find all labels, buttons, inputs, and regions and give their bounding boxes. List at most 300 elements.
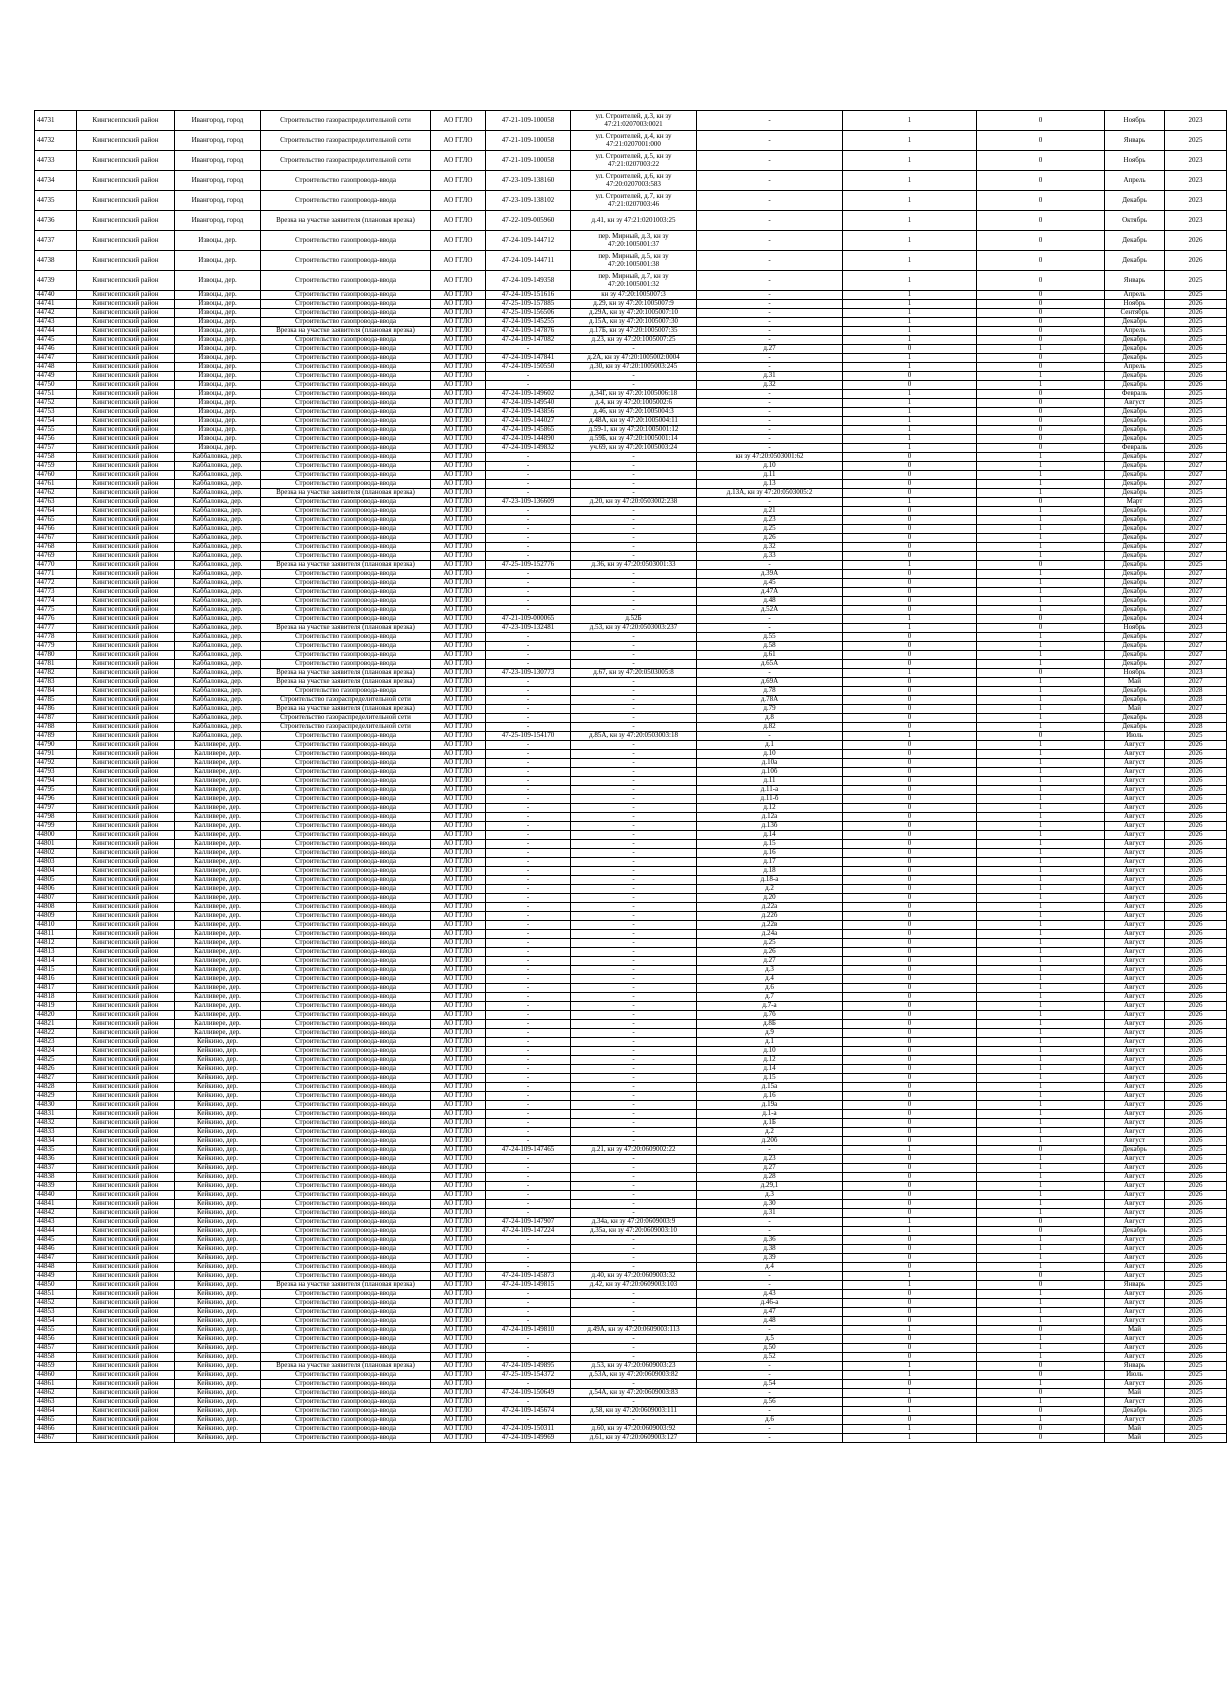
planned-count-cell: 1 — [977, 1110, 1105, 1119]
year-cell: 2026 — [1165, 768, 1227, 777]
existing-count-cell: 0 — [843, 570, 977, 579]
planned-count-cell: 0 — [977, 561, 1105, 570]
district-cell: Кингисеппский район — [77, 131, 175, 151]
year-cell: 2026 — [1165, 444, 1227, 453]
application-number-cell: 47-21-109-000065 — [486, 615, 571, 624]
table-row — [35, 534, 1227, 543]
planned-count-cell: 0 — [977, 426, 1105, 435]
planned-address-cell: - — [697, 291, 843, 300]
organization-cell: АО ГГЛО — [431, 1308, 486, 1317]
table-row — [35, 795, 1227, 804]
month-cell: Август — [1105, 1092, 1165, 1101]
organization-cell: АО ГГЛО — [431, 525, 486, 534]
table-row — [35, 840, 1227, 849]
month-cell: Декабрь — [1105, 552, 1165, 561]
month-cell: Декабрь — [1105, 354, 1165, 363]
existing-count-cell: 0 — [843, 1137, 977, 1146]
district-cell: Кингисеппский район — [77, 1434, 175, 1443]
year-cell: 2027 — [1165, 480, 1227, 489]
planned-count-cell: 1 — [977, 1101, 1105, 1110]
application-number-cell: - — [486, 1020, 571, 1029]
record-id-cell: 44844 — [35, 1227, 77, 1236]
settlement-cell: Каббаловка, дер. — [175, 633, 261, 642]
address-cell: - — [571, 750, 697, 759]
existing-count-cell: 1 — [843, 444, 977, 453]
year-cell: 2026 — [1165, 858, 1227, 867]
month-cell: Декабрь — [1105, 534, 1165, 543]
address-cell: - — [571, 705, 697, 714]
existing-count-cell: 0 — [843, 804, 977, 813]
address-cell: ул. Строителей, д.4, кн зу 47:21:0207001:000 — [571, 131, 697, 151]
month-cell: Ноябрь — [1105, 151, 1165, 171]
application-number-cell: - — [486, 678, 571, 687]
district-cell: Кингисеппский район — [77, 930, 175, 939]
organization-cell: АО ГГЛО — [431, 372, 486, 381]
address-cell: - — [571, 741, 697, 750]
settlement-cell: Кейкино, дер. — [175, 1119, 261, 1128]
planned-address-cell: д.22б — [697, 912, 843, 921]
work-type-cell: Строительство газопровода-ввода — [261, 417, 431, 426]
year-cell: 2023 — [1165, 191, 1227, 211]
application-number-cell: - — [486, 1182, 571, 1191]
table-row — [35, 813, 1227, 822]
settlement-cell: Извоцы, дер. — [175, 399, 261, 408]
planned-address-cell: - — [697, 363, 843, 372]
planned-address-cell: д.25 — [697, 939, 843, 948]
planned-count-cell: 0 — [977, 444, 1105, 453]
table-row — [35, 507, 1227, 516]
settlement-cell: Кейкино, дер. — [175, 1344, 261, 1353]
organization-cell: АО ГГЛО — [431, 1119, 486, 1128]
organization-cell: АО ГГЛО — [431, 1074, 486, 1083]
existing-count-cell: 0 — [843, 660, 977, 669]
planned-address-cell: д.14 — [697, 831, 843, 840]
existing-count-cell: 0 — [843, 966, 977, 975]
application-number-cell: 47-23-109-138160 — [486, 171, 571, 191]
address-cell: - — [571, 1353, 697, 1362]
district-cell: Кингисеппский район — [77, 786, 175, 795]
record-id-cell: 44760 — [35, 471, 77, 480]
year-cell: 2026 — [1165, 309, 1227, 318]
year-cell: 2026 — [1165, 1236, 1227, 1245]
month-cell: Август — [1105, 1137, 1165, 1146]
table-row — [35, 939, 1227, 948]
year-cell: 2026 — [1165, 1209, 1227, 1218]
record-id-cell: 44795 — [35, 786, 77, 795]
address-cell: д.30, кн зу 47:20:1005003:245 — [571, 363, 697, 372]
existing-count-cell: 0 — [843, 894, 977, 903]
planned-address-cell: д.2 — [697, 1128, 843, 1137]
existing-count-cell: 0 — [843, 534, 977, 543]
district-cell: Кингисеппский район — [77, 1083, 175, 1092]
settlement-cell: Кейкино, дер. — [175, 1407, 261, 1416]
planned-count-cell: 1 — [977, 1290, 1105, 1299]
planned-count-cell: 1 — [977, 867, 1105, 876]
planned-count-cell: 0 — [977, 309, 1105, 318]
planned-count-cell: 1 — [977, 678, 1105, 687]
district-cell: Кингисеппский район — [77, 507, 175, 516]
planned-address-cell: - — [697, 1272, 843, 1281]
table-row — [35, 516, 1227, 525]
planned-count-cell: 1 — [977, 453, 1105, 462]
district-cell: Кингисеппский район — [77, 399, 175, 408]
planned-address-cell: д.11-б — [697, 795, 843, 804]
work-type-cell: Строительство газопровода-ввода — [261, 1200, 431, 1209]
planned-count-cell: 1 — [977, 984, 1105, 993]
work-type-cell: Строительство газораспределительной сети — [261, 151, 431, 171]
month-cell: Декабрь — [1105, 1407, 1165, 1416]
planned-address-cell: д.13б — [697, 822, 843, 831]
month-cell: Ноябрь — [1105, 111, 1165, 131]
table-row — [35, 759, 1227, 768]
application-number-cell: - — [486, 1290, 571, 1299]
planned-address-cell: - — [697, 1146, 843, 1155]
address-cell: - — [571, 903, 697, 912]
work-type-cell: Строительство газопровода-ввода — [261, 426, 431, 435]
application-number-cell: - — [486, 1065, 571, 1074]
work-type-cell: Врезка на участке заявителя (плановая врезка) — [261, 669, 431, 678]
application-number-cell: - — [486, 894, 571, 903]
month-cell: Август — [1105, 1110, 1165, 1119]
planned-address-cell: д.65А — [697, 660, 843, 669]
existing-count-cell: 0 — [843, 1020, 977, 1029]
planned-count-cell: 1 — [977, 579, 1105, 588]
record-id-cell: 44751 — [35, 390, 77, 399]
work-type-cell: Строительство газопровода-ввода — [261, 1335, 431, 1344]
organization-cell: АО ГГЛО — [431, 131, 486, 151]
existing-count-cell: 1 — [843, 1425, 977, 1434]
planned-count-cell: 1 — [977, 1254, 1105, 1263]
existing-count-cell: 0 — [843, 1164, 977, 1173]
planned-count-cell: 1 — [977, 1029, 1105, 1038]
year-cell: 2025 — [1165, 498, 1227, 507]
year-cell: 2026 — [1165, 300, 1227, 309]
district-cell: Кингисеппский район — [77, 111, 175, 131]
organization-cell: АО ГГЛО — [431, 408, 486, 417]
organization-cell: АО ГГЛО — [431, 251, 486, 271]
planned-count-cell: 1 — [977, 714, 1105, 723]
work-type-cell: Строительство газопровода-ввода — [261, 1173, 431, 1182]
settlement-cell: Калливере, дер. — [175, 876, 261, 885]
existing-count-cell: 0 — [843, 1047, 977, 1056]
address-cell: - — [571, 1173, 697, 1182]
settlement-cell: Кейкино, дер. — [175, 1101, 261, 1110]
existing-count-cell: 0 — [843, 606, 977, 615]
record-id-cell: 44854 — [35, 1317, 77, 1326]
table-row — [35, 543, 1227, 552]
table-row — [35, 1200, 1227, 1209]
planned-count-cell: 0 — [977, 1389, 1105, 1398]
year-cell: 2026 — [1165, 1011, 1227, 1020]
settlement-cell: Каббаловка, дер. — [175, 732, 261, 741]
existing-count-cell: 0 — [843, 876, 977, 885]
table-row — [35, 363, 1227, 372]
table-row — [35, 570, 1227, 579]
work-type-cell: Строительство газопровода-ввода — [261, 552, 431, 561]
settlement-cell: Кейкино, дер. — [175, 1191, 261, 1200]
settlement-cell: Каббаловка, дер. — [175, 489, 261, 498]
organization-cell: АО ГГЛО — [431, 696, 486, 705]
planned-count-cell: 1 — [977, 345, 1105, 354]
organization-cell: АО ГГЛО — [431, 336, 486, 345]
table-row — [35, 1164, 1227, 1173]
address-cell: - — [571, 579, 697, 588]
month-cell: Август — [1105, 768, 1165, 777]
record-id-cell: 44866 — [35, 1425, 77, 1434]
application-number-cell: - — [486, 795, 571, 804]
month-cell: Август — [1105, 975, 1165, 984]
settlement-cell: Кейкино, дер. — [175, 1236, 261, 1245]
organization-cell: АО ГГЛО — [431, 1029, 486, 1038]
settlement-cell: Кейкино, дер. — [175, 1092, 261, 1101]
district-cell: Кингисеппский район — [77, 849, 175, 858]
district-cell: Кингисеппский район — [77, 1326, 175, 1335]
address-cell: пер. Мирный, д.5, кн зу 47:20:1005001:38 — [571, 251, 697, 271]
organization-cell: АО ГГЛО — [431, 1254, 486, 1263]
district-cell: Кингисеппский район — [77, 318, 175, 327]
application-number-cell: - — [486, 822, 571, 831]
district-cell: Кингисеппский район — [77, 381, 175, 390]
record-id-cell: 44789 — [35, 732, 77, 741]
district-cell: Кингисеппский район — [77, 759, 175, 768]
district-cell: Кингисеппский район — [77, 1182, 175, 1191]
organization-cell: АО ГГЛО — [431, 1299, 486, 1308]
work-type-cell: Строительство газопровода-ввода — [261, 1416, 431, 1425]
table-row — [35, 1146, 1227, 1155]
organization-cell: АО ГГЛО — [431, 831, 486, 840]
record-id-cell: 44821 — [35, 1020, 77, 1029]
organization-cell: АО ГГЛО — [431, 1110, 486, 1119]
record-id-cell: 44772 — [35, 579, 77, 588]
settlement-cell: Извоцы, дер. — [175, 318, 261, 327]
planned-address-cell: - — [697, 251, 843, 271]
work-type-cell: Строительство газопровода-ввода — [261, 606, 431, 615]
organization-cell: АО ГГЛО — [431, 543, 486, 552]
settlement-cell: Калливере, дер. — [175, 777, 261, 786]
settlement-cell: Каббаловка, дер. — [175, 714, 261, 723]
organization-cell: АО ГГЛО — [431, 1434, 486, 1443]
month-cell: Август — [1105, 1029, 1165, 1038]
month-cell: Декабрь — [1105, 696, 1165, 705]
existing-count-cell: 0 — [843, 372, 977, 381]
existing-count-cell: 0 — [843, 777, 977, 786]
district-cell: Кингисеппский район — [77, 1065, 175, 1074]
application-number-cell: 47-24-109-145674 — [486, 1407, 571, 1416]
work-type-cell: Строительство газопровода-ввода — [261, 831, 431, 840]
record-id-cell: 44838 — [35, 1173, 77, 1182]
district-cell: Кингисеппский район — [77, 966, 175, 975]
month-cell: Декабрь — [1105, 633, 1165, 642]
record-id-cell: 44817 — [35, 984, 77, 993]
record-id-cell: 44732 — [35, 131, 77, 151]
organization-cell: АО ГГЛО — [431, 1101, 486, 1110]
planned-count-cell: 0 — [977, 390, 1105, 399]
planned-count-cell: 0 — [977, 354, 1105, 363]
record-id-cell: 44822 — [35, 1029, 77, 1038]
record-id-cell: 44755 — [35, 426, 77, 435]
address-cell: д.60, кн зу 47:20:0609003:92 — [571, 1425, 697, 1434]
settlement-cell: Каббаловка, дер. — [175, 651, 261, 660]
district-cell: Кингисеппский район — [77, 1119, 175, 1128]
planned-address-cell: д.15 — [697, 1074, 843, 1083]
organization-cell: АО ГГЛО — [431, 1335, 486, 1344]
existing-count-cell: 0 — [843, 1308, 977, 1317]
planned-count-cell: 1 — [977, 1182, 1105, 1191]
record-id-cell: 44748 — [35, 363, 77, 372]
year-cell: 2026 — [1165, 231, 1227, 251]
planned-address-cell: д.27 — [697, 345, 843, 354]
work-type-cell: Строительство газопровода-ввода — [261, 615, 431, 624]
application-number-cell: - — [486, 1191, 571, 1200]
planned-address-cell: д.15 — [697, 840, 843, 849]
planned-count-cell: 1 — [977, 1353, 1105, 1362]
existing-count-cell: 0 — [843, 1011, 977, 1020]
work-type-cell: Строительство газопровода-ввода — [261, 435, 431, 444]
planned-address-cell: д.46-а — [697, 1299, 843, 1308]
district-cell: Кингисеппский район — [77, 309, 175, 318]
table-row — [35, 1299, 1227, 1308]
work-type-cell: Строительство газопровода-ввода — [261, 1299, 431, 1308]
district-cell: Кингисеппский район — [77, 1011, 175, 1020]
work-type-cell: Строительство газопровода-ввода — [261, 1389, 431, 1398]
planned-address-cell: д.2 — [697, 885, 843, 894]
planned-address-cell: д.52 — [697, 1353, 843, 1362]
organization-cell: АО ГГЛО — [431, 1164, 486, 1173]
month-cell: Август — [1105, 1020, 1165, 1029]
table-row — [35, 633, 1227, 642]
settlement-cell: Кейкино, дер. — [175, 1137, 261, 1146]
planned-count-cell: 1 — [977, 930, 1105, 939]
organization-cell: АО ГГЛО — [431, 903, 486, 912]
record-id-cell: 44811 — [35, 930, 77, 939]
year-cell: 2026 — [1165, 1110, 1227, 1119]
year-cell: 2026 — [1165, 1038, 1227, 1047]
settlement-cell: Кейкино, дер. — [175, 1299, 261, 1308]
district-cell: Кингисеппский район — [77, 1398, 175, 1407]
application-number-cell: 47-24-109-147907 — [486, 1218, 571, 1227]
table-row — [35, 1290, 1227, 1299]
settlement-cell: Извоцы, дер. — [175, 300, 261, 309]
organization-cell: АО ГГЛО — [431, 363, 486, 372]
existing-count-cell: 0 — [843, 921, 977, 930]
settlement-cell: Каббаловка, дер. — [175, 453, 261, 462]
district-cell: Кингисеппский район — [77, 795, 175, 804]
planned-count-cell: 0 — [977, 151, 1105, 171]
work-type-cell: Строительство газопровода-ввода — [261, 408, 431, 417]
settlement-cell: Калливере, дер. — [175, 912, 261, 921]
settlement-cell: Каббаловка, дер. — [175, 606, 261, 615]
year-cell: 2026 — [1165, 1344, 1227, 1353]
district-cell: Кингисеппский район — [77, 1038, 175, 1047]
application-number-cell: - — [486, 768, 571, 777]
existing-count-cell: 0 — [843, 543, 977, 552]
year-cell: 2027 — [1165, 642, 1227, 651]
district-cell: Кингисеппский район — [77, 840, 175, 849]
settlement-cell: Калливере, дер. — [175, 885, 261, 894]
year-cell: 2027 — [1165, 597, 1227, 606]
district-cell: Кингисеппский район — [77, 480, 175, 489]
district-cell: Кингисеппский район — [77, 534, 175, 543]
work-type-cell: Строительство газопровода-ввода — [261, 768, 431, 777]
work-type-cell: Строительство газопровода-ввода — [261, 1290, 431, 1299]
planned-address-cell: д.22а — [697, 903, 843, 912]
table-row — [35, 1002, 1227, 1011]
application-number-cell: - — [486, 471, 571, 480]
planned-count-cell: 0 — [977, 291, 1105, 300]
planned-count-cell: 1 — [977, 1299, 1105, 1308]
application-number-cell: - — [486, 750, 571, 759]
district-cell: Кингисеппский район — [77, 570, 175, 579]
table-row — [35, 660, 1227, 669]
work-type-cell: Строительство газопровода-ввода — [261, 660, 431, 669]
organization-cell: АО ГГЛО — [431, 822, 486, 831]
year-cell: 2027 — [1165, 525, 1227, 534]
application-number-cell: - — [486, 651, 571, 660]
planned-address-cell: д.39А — [697, 570, 843, 579]
planned-count-cell: 0 — [977, 191, 1105, 211]
table-row — [35, 1308, 1227, 1317]
planned-count-cell: 0 — [977, 1326, 1105, 1335]
district-cell: Кингисеппский район — [77, 768, 175, 777]
address-cell: - — [571, 1236, 697, 1245]
work-type-cell: Строительство газопровода-ввода — [261, 984, 431, 993]
work-type-cell: Строительство газопровода-ввода — [261, 191, 431, 211]
planned-address-cell: - — [697, 354, 843, 363]
address-cell: - — [571, 462, 697, 471]
existing-count-cell: 0 — [843, 642, 977, 651]
settlement-cell: Калливере, дер. — [175, 804, 261, 813]
table-row — [35, 111, 1227, 131]
planned-count-cell: 0 — [977, 327, 1105, 336]
settlement-cell: Извоцы, дер. — [175, 354, 261, 363]
planned-address-cell: - — [697, 318, 843, 327]
work-type-cell: Строительство газопровода-ввода — [261, 777, 431, 786]
organization-cell: АО ГГЛО — [431, 642, 486, 651]
record-id-cell: 44859 — [35, 1362, 77, 1371]
address-cell: - — [571, 1029, 697, 1038]
planned-address-cell: - — [697, 1371, 843, 1380]
organization-cell: АО ГГЛО — [431, 151, 486, 171]
address-cell: - — [571, 1245, 697, 1254]
table-row — [35, 1083, 1227, 1092]
settlement-cell: Каббаловка, дер. — [175, 687, 261, 696]
year-cell: 2026 — [1165, 372, 1227, 381]
record-id-cell: 44786 — [35, 705, 77, 714]
month-cell: Апрель — [1105, 363, 1165, 372]
address-cell: - — [571, 678, 697, 687]
district-cell: Кингисеппский район — [77, 171, 175, 191]
work-type-cell: Врезка на участке заявителя (плановая врезка) — [261, 327, 431, 336]
existing-count-cell: 1 — [843, 111, 977, 131]
existing-count-cell: 1 — [843, 1272, 977, 1281]
table-row — [35, 651, 1227, 660]
planned-count-cell: 1 — [977, 489, 1105, 498]
planned-count-cell: 0 — [977, 251, 1105, 271]
planned-address-cell: д.17 — [697, 858, 843, 867]
settlement-cell: Извоцы, дер. — [175, 426, 261, 435]
existing-count-cell: 1 — [843, 171, 977, 191]
work-type-cell: Строительство газопровода-ввода — [261, 795, 431, 804]
year-cell: 2028 — [1165, 714, 1227, 723]
planned-count-cell: 1 — [977, 957, 1105, 966]
planned-count-cell: 1 — [977, 903, 1105, 912]
settlement-cell: Кейкино, дер. — [175, 1164, 261, 1173]
organization-cell: АО ГГЛО — [431, 723, 486, 732]
table-row — [35, 390, 1227, 399]
application-number-cell: 47-24-109-149540 — [486, 399, 571, 408]
work-type-cell: Строительство газопровода-ввода — [261, 336, 431, 345]
settlement-cell: Калливере, дер. — [175, 984, 261, 993]
